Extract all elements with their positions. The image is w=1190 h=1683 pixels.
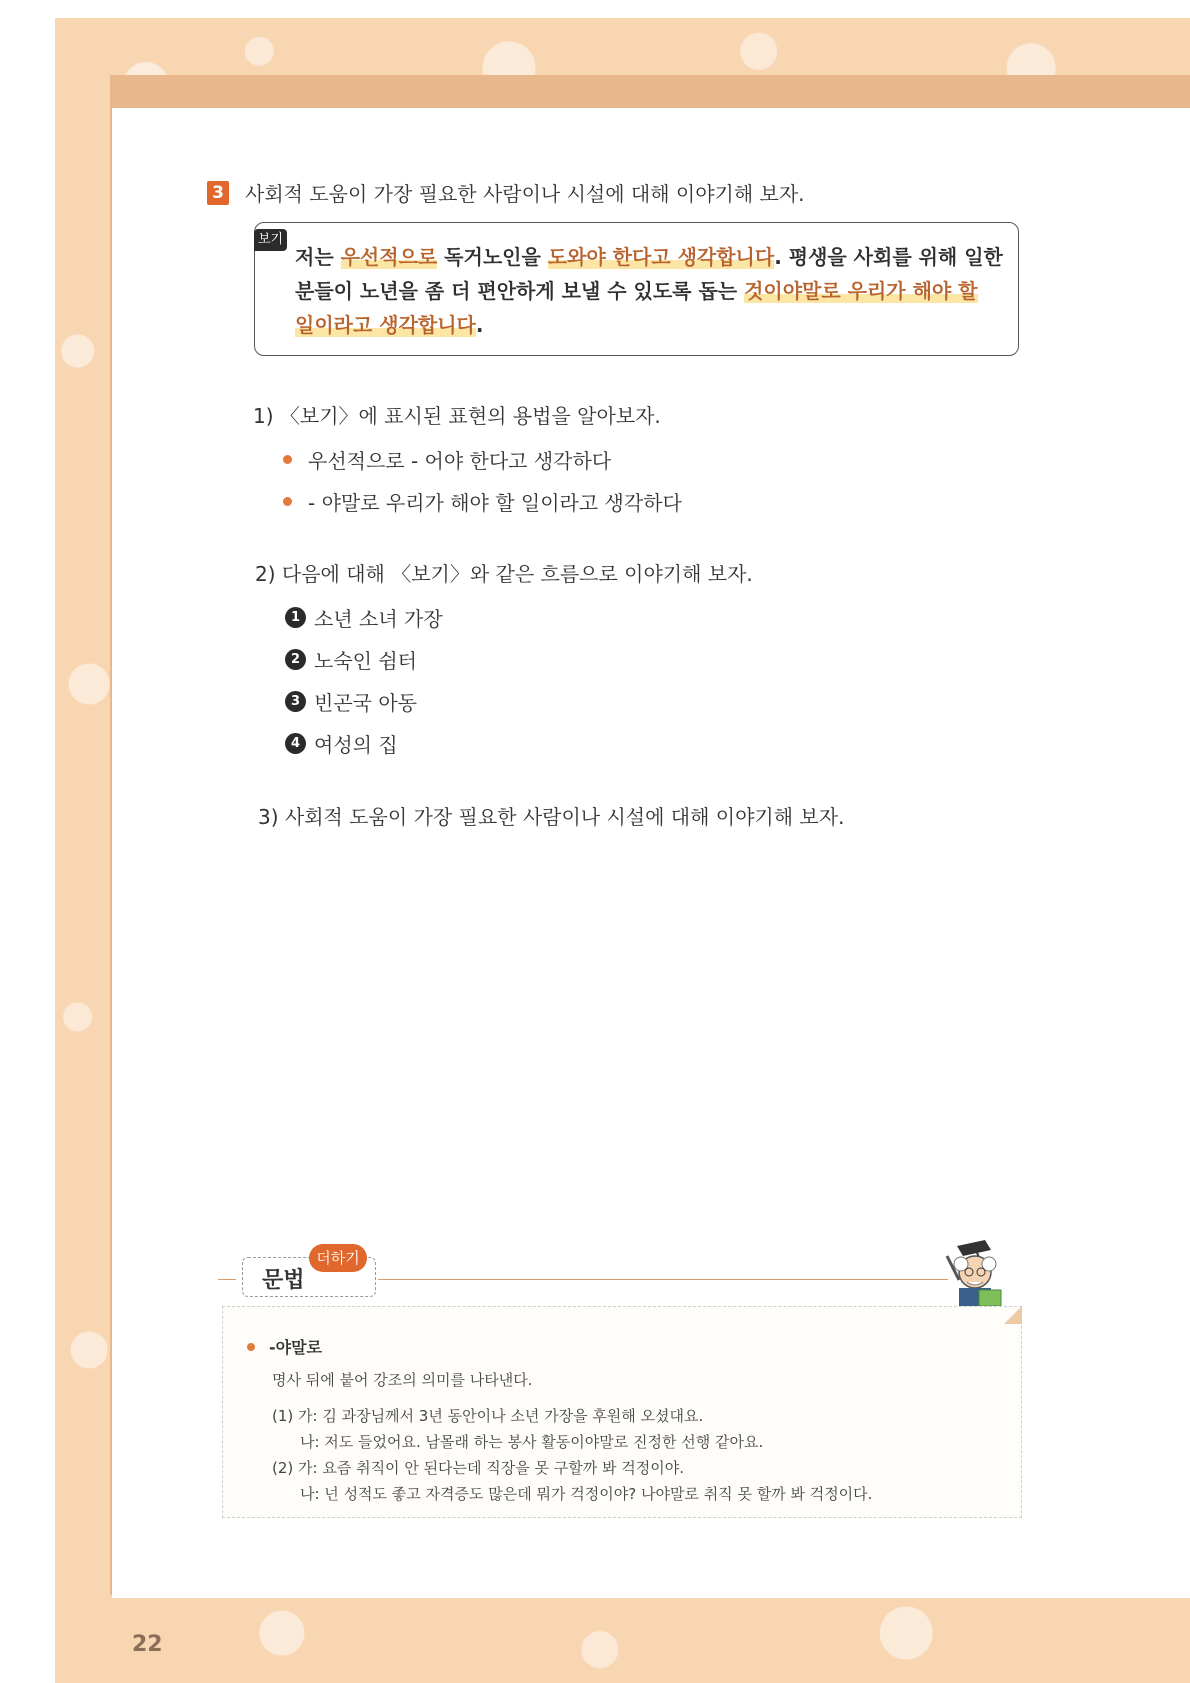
grammar-example: 나: 넌 성적도 좋고 자격증도 많은데 뭐가 걱정이야? 나야말로 취직 못 할까 봐 걱정이다. [300, 1485, 873, 1503]
grammar-label: 문법 [262, 1268, 305, 1293]
question-number-badge: 3 [207, 181, 229, 205]
numbered-item-text: 빈곤국 아동 [314, 691, 417, 715]
example-text-plain: . 평생을 사회를 위해 일한 [774, 245, 1003, 269]
example-highlight: 도와야 한다고 생각합니다 [547, 245, 775, 269]
example-highlight: 우선적으로 [340, 245, 438, 269]
example-text-plain: 저는 [295, 245, 341, 269]
bullet-item [283, 445, 611, 474]
example-highlight: 것이야말로 우리가 해야 할 [744, 279, 978, 303]
number-circle-icon: 4 [285, 733, 306, 754]
example-line-3 [295, 308, 1005, 342]
bullet-item [283, 487, 682, 516]
example-line-2 [295, 274, 1005, 308]
professor-mascot-icon [935, 1236, 1015, 1314]
grammar-box-corner [1004, 1306, 1022, 1324]
example-tag: 보기 [254, 229, 287, 251]
numbered-item-text: 소년 소녀 가장 [314, 607, 443, 631]
numbered-item-text: 여성의 집 [314, 733, 398, 757]
bullet-dot-icon [247, 1343, 255, 1351]
grammar-bubble: 더하기 [309, 1244, 367, 1272]
numbered-item [285, 687, 417, 716]
bullet-dot-icon [283, 497, 292, 506]
sub-question-3: 3) 사회적 도움이 가장 필요한 사람이나 시설에 대해 이야기해 보자. [258, 805, 845, 829]
number-circle-icon: 2 [285, 649, 306, 670]
example-text-plain: 분들이 노년을 좀 더 편안하게 보낼 수 있도록 돕는 [295, 279, 745, 303]
grammar-rule-right [378, 1279, 948, 1280]
numbered-item-text: 노숙인 쉼터 [314, 649, 417, 673]
bullet-text: 우선적으로 - 어야 한다고 생각하다 [308, 449, 612, 473]
example-line-1 [295, 240, 1005, 274]
example-text-plain: 독거노인을 [437, 245, 548, 269]
number-circle-icon: 3 [285, 691, 306, 712]
grammar-heading-text: -야말로 [269, 1338, 323, 1357]
grammar-description: 명사 뒤에 붙어 강조의 의미를 나타낸다. [272, 1371, 533, 1389]
grammar-example: (2) 가: 요즘 취직이 안 된다는데 직장을 못 구할까 봐 걱정이야. [272, 1459, 685, 1477]
numbered-item [285, 729, 398, 758]
question-header [207, 178, 805, 207]
grammar-heading [247, 1335, 322, 1358]
example-highlight: 일이라고 생각합니다 [295, 313, 476, 337]
example-text-plain: . [475, 313, 484, 337]
grammar-example: 나: 저도 들었어요. 남몰래 하는 봉사 활동이야말로 진정한 선행 같아요. [300, 1433, 764, 1451]
numbered-item [285, 645, 417, 674]
grammar-example: (1) 가: 김 과장님께서 3년 동안이나 소년 가장을 후원해 오셨대요. [272, 1407, 704, 1425]
sub-question-1: 1) 〈보기〉에 표시된 표현의 용법을 알아보자. [253, 404, 661, 428]
bullet-text: - 야말로 우리가 해야 할 일이라고 생각하다 [308, 491, 682, 515]
example-text [295, 240, 1005, 342]
sub-question-2: 2) 다음에 대해 〈보기〉와 같은 흐름으로 이야기해 보자. [255, 562, 753, 586]
grammar-rule-left [218, 1279, 236, 1280]
numbered-item [285, 603, 443, 632]
question-text: 사회적 도움이 가장 필요한 사람이나 시설에 대해 이야기해 보자. [245, 182, 805, 206]
number-circle-icon: 1 [285, 607, 306, 628]
bullet-dot-icon [283, 455, 292, 464]
page-number: 22 [132, 1632, 163, 1657]
